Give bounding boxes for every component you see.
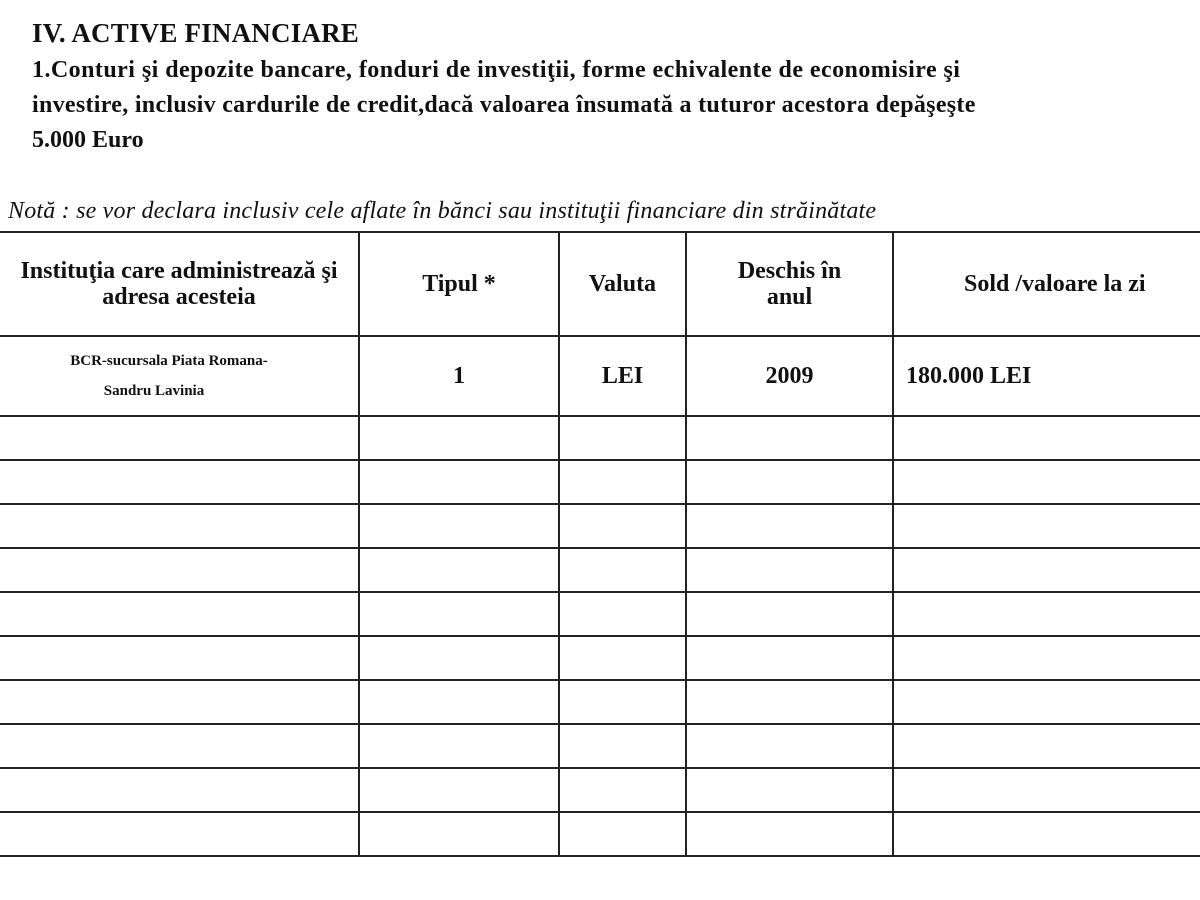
- empty-cell: [893, 812, 1200, 856]
- empty-cell: [359, 460, 559, 504]
- financial-assets-table: [0, 231, 1200, 857]
- empty-table-row: [0, 416, 1200, 460]
- empty-cell: [0, 548, 359, 592]
- empty-cell: [0, 724, 359, 768]
- institution-line-1: BCR-sucursala Piata Romana-: [70, 353, 268, 369]
- empty-cell: [359, 416, 559, 460]
- empty-cell: [559, 812, 686, 856]
- cell-type: 1: [359, 336, 559, 416]
- empty-cell: [893, 504, 1200, 548]
- section-title: IV. ACTIVE FINANCIARE: [32, 18, 360, 48]
- empty-table-row: [0, 504, 1200, 548]
- institution-line-2: Sandru Lavinia: [103, 383, 205, 399]
- empty-cell: [359, 548, 559, 592]
- empty-table-row: [0, 724, 1200, 768]
- subsection-heading-line-2: investire, inclusiv cardurile de credit,dacă valoarea însumată a tuturor acestora depăşeşte: [32, 92, 976, 118]
- empty-cell: [893, 724, 1200, 768]
- empty-cell: [686, 768, 893, 812]
- empty-cell: [893, 592, 1200, 636]
- empty-cell: [559, 416, 686, 460]
- header-currency: Valuta: [559, 232, 686, 336]
- table-header-row: [0, 232, 1200, 336]
- empty-table-row: [0, 592, 1200, 636]
- empty-cell: [0, 592, 359, 636]
- empty-table-row: [0, 460, 1200, 504]
- empty-cell: [686, 504, 893, 548]
- empty-table-row: [0, 636, 1200, 680]
- financial-assets-table-wrapper: [0, 231, 1200, 857]
- empty-cell: [893, 768, 1200, 812]
- cell-institution: [0, 336, 359, 416]
- header-balance: Sold /valoare la zi: [893, 232, 1200, 336]
- empty-cell: [0, 504, 359, 548]
- empty-cell: [686, 548, 893, 592]
- empty-cell: [0, 416, 359, 460]
- empty-cell: [686, 680, 893, 724]
- empty-cell: [686, 812, 893, 856]
- empty-cell: [359, 724, 559, 768]
- empty-cell: [559, 504, 686, 548]
- empty-table-row: [0, 812, 1200, 856]
- table-row: [0, 336, 1200, 416]
- subsection-heading-line-1: 1.Conturi şi depozite bancare, fonduri de investiţii, forme echivalente de economisire şi: [32, 57, 961, 83]
- empty-cell: [893, 460, 1200, 504]
- empty-table-row: [0, 768, 1200, 812]
- empty-cell: [0, 460, 359, 504]
- empty-cell: [359, 636, 559, 680]
- cell-currency: LEI: [559, 336, 686, 416]
- cell-balance: 180.000 LEI: [893, 336, 1200, 416]
- empty-table-row: [0, 680, 1200, 724]
- cell-opened-year: 2009: [686, 336, 893, 416]
- empty-cell: [359, 504, 559, 548]
- empty-table-row: [0, 548, 1200, 592]
- empty-cell: [893, 636, 1200, 680]
- empty-cell: [893, 680, 1200, 724]
- empty-cell: [559, 636, 686, 680]
- empty-cell: [686, 636, 893, 680]
- empty-cell: [559, 768, 686, 812]
- empty-cell: [893, 416, 1200, 460]
- empty-cell: [686, 460, 893, 504]
- empty-cell: [359, 768, 559, 812]
- header-type: Tipul *: [359, 232, 559, 336]
- empty-cell: [0, 636, 359, 680]
- empty-cell: [686, 592, 893, 636]
- empty-cell: [559, 548, 686, 592]
- empty-cell: [686, 416, 893, 460]
- empty-cell: [559, 680, 686, 724]
- empty-cell: [0, 812, 359, 856]
- empty-cell: [559, 592, 686, 636]
- note-text: Notă : se vor declara inclusiv cele aflate în bănci sau instituţii financiare din străinătate: [8, 198, 877, 224]
- empty-cell: [893, 548, 1200, 592]
- empty-cell: [0, 768, 359, 812]
- empty-cell: [559, 460, 686, 504]
- header-institution: Instituţia care administrează şi adresa acesteia: [0, 232, 359, 336]
- empty-cell: [359, 680, 559, 724]
- empty-cell: [0, 680, 359, 724]
- empty-cell: [359, 592, 559, 636]
- header-opened-year: Deschis în anul: [686, 232, 893, 336]
- subsection-heading-line-3: 5.000 Euro: [32, 127, 144, 153]
- empty-cell: [686, 724, 893, 768]
- empty-cell: [559, 724, 686, 768]
- empty-cell: [359, 812, 559, 856]
